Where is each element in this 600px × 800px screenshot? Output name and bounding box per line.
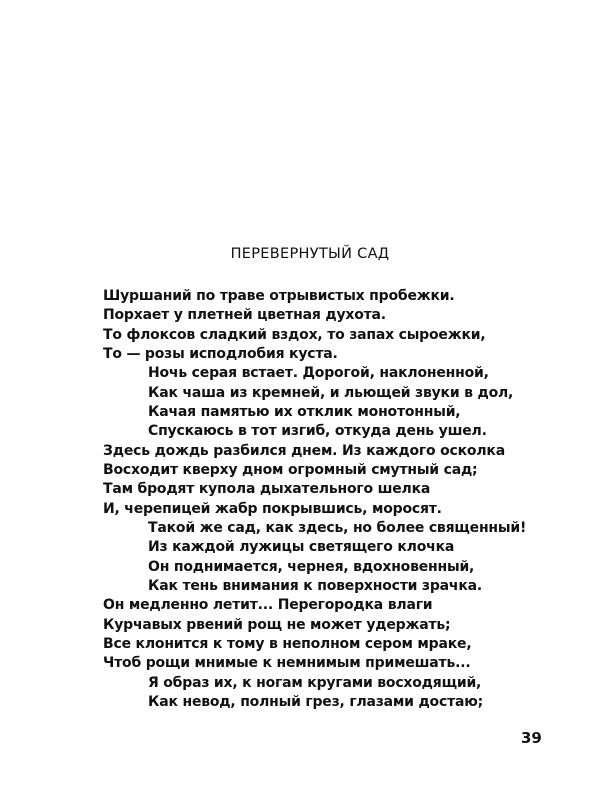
poem-line: Чтоб рощи мнимые к немнимым примешать... [103,655,471,672]
poem-line: Здесь дождь разбился днем. Из каждого осколка [103,442,505,459]
page-number: 39 [521,729,542,747]
poem-line: Ночь серая встает. Дорогой, наклоненной, [148,365,489,382]
poem-line: Как чаша из кремней, и льющей звуки в дол, [148,384,514,401]
poem-line: Как невод, полный грез, глазами достаю; [148,693,484,710]
poem-line: Я образ их, к ногам кругами восходящий, [148,674,482,691]
poem-line: То флоксов сладкий вздох, то запах сыроежки, [103,326,486,343]
poem-line: Курчавых рвений рощ не может удержать; [103,616,451,633]
poem-line: Там бродят купола дыхательного шелка [103,481,431,498]
poem-line: Он поднимается, чернея, вдохновенный, [148,558,475,575]
poem-line: Шуршаний по траве отрывистых пробежки. [103,288,455,304]
poem-line: Спускаюсь в тот изгиб, откуда день ушел. [148,423,487,440]
poem-line: Восходит кверху дном огромный смутный сад; [103,461,478,478]
poem-line: Такой же сад, как здесь, но более священный! [148,519,527,536]
poem-body [103,287,527,712]
poem-line: Качая памятью их отклик монотонный, [148,403,461,420]
poem-line: Он медленно летит... Перегородка влаги [103,597,433,614]
poem-line: Все клонится к тому в неполном сером мраке, [103,635,472,652]
poem-title: ПЕРЕВЕРНУТЫЙ САД [230,246,390,262]
poem-line: И, черепицей жабр покрывшись, моросят. [103,500,442,517]
poem-line: Порхает у плетней цветная духота. [103,307,386,324]
poem-line: То — розы исподлобия куста. [103,345,338,362]
poem-line: Как тень внимания к поверхности зрачка. [148,577,482,594]
poem-line: Из каждой лужицы светящего клочка [148,539,455,556]
